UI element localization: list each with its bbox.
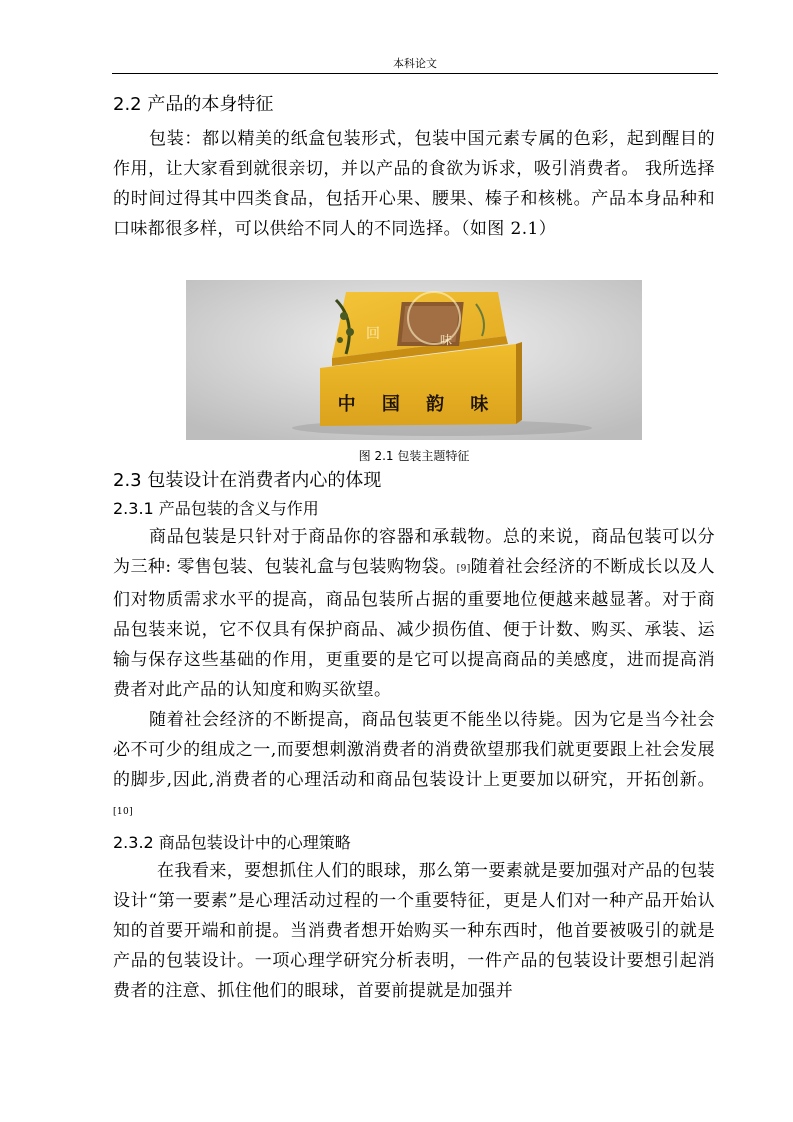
section-2-3-heading: 2.3 包装设计在消费者内心的体现 [113, 470, 382, 491]
page-content [113, 92, 715, 1006]
paragraph-text: 商品包装是只针对于商品你的容器和承载物。总的来说，商品包装可以分为三种: 零售包装、包装礼盒与包装购物袋。 [113, 527, 715, 577]
section-2-3-1-paragraph-1 [113, 522, 715, 705]
section-2-3-2-heading: 2.3.2 商品包装设计中的心理策略 [113, 833, 351, 852]
page-header: 本科论文 [393, 57, 437, 70]
svg-text:味: 味 [440, 333, 453, 347]
packaging-box-image [186, 280, 642, 440]
reference-9: [9] [456, 564, 471, 574]
section-2-2-heading: 2.2 产品的本身特征 [113, 94, 274, 115]
reference-10: [10] [113, 807, 134, 817]
figure-2-1 [186, 280, 642, 440]
section-2-3-1-heading: 2.3.1 产品包装的含义与作用 [113, 499, 319, 518]
header-rule [112, 73, 718, 74]
box-front-text: 中 国 韵 味 [337, 394, 499, 415]
section-2-2-paragraph: 包装：都以精美的纸盒包装形式，包装中国元素专属的色彩，起到醒目的作用，让大家看到就很亲切，并以产品的食欲为诉求，吸引消费者。 我所选择的时间过得其中四类食品，包括开心果、腰果、榛子和核桃。产品本身品种和口味都很多样，可以供给不同人的不同选择。（如图 2.1） [113, 129, 715, 239]
section-2-3-1-paragraph-2 [113, 705, 715, 828]
figure-caption: 图 2.1 包装主题特征 [358, 449, 470, 463]
paragraph-text-cont: 随着社会经济的不断成长以及人们对物质需求水平的提高，商品包装所占据的重要地位便越来越显著。对于商品包装来说，它不仅具有保护商品、减少损伤值、便于计数、购买、承装、运输与保存这些基础的作用，更重要的是它可以提高商品的美感度，进而提高消费者对此产品的认知度和购买欲望。 [113, 557, 715, 700]
svg-text:回: 回 [366, 326, 380, 342]
paragraph-text: 随着社会经济的不断提高，商品包装更不能坐以待毙。因为它是当今社会必不可少的组成之一,而要想刺激消费者的消费欲望那我们就更要跟上社会发展的脚步,因此,消费者的心理活动和商品包装设计上更要加以研究，开拓创新。 [113, 710, 715, 790]
section-2-3-2-paragraph: 在我看来，要想抓住人们的眼球，那么第一要素就是要加强对产品的包装设计“第一要素”是心理活动过程的一个重要特征，更是人们对一种产品开始认知的首要开端和前提。当消费者想开始购买一种东西时，他首要被吸引的就是产品的包装设计。一项心理学研究分析表明，一件产品的包装设计要想引起消费者的注意、抓住他们的眼球，首要前提就是加强并 [113, 861, 715, 1001]
